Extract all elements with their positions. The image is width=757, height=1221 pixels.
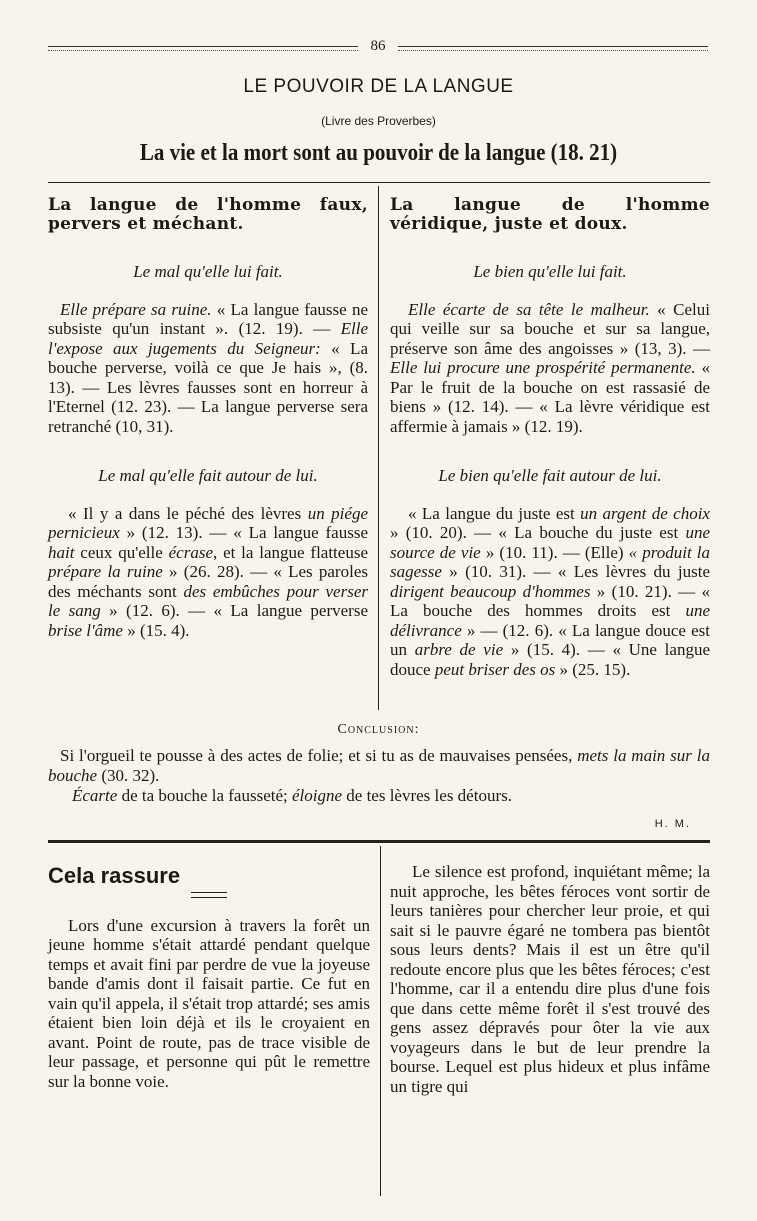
conclusion-text-2 (48, 786, 710, 806)
italic-run: Elle lui procure une prospérité permanente. (390, 358, 696, 377)
text-run: » (25. 15). (555, 659, 631, 679)
story-left-column (48, 863, 370, 1091)
conclusion-label: Conclusion: (337, 722, 420, 737)
column-divider-top (378, 186, 379, 710)
right-column (390, 196, 710, 679)
text-run: « Celui qui veille sur sa bouche et sur sa langue, préserve son âme des angoisses » (13, 3). — (390, 299, 710, 358)
text-run: » (26. 28). — « Les paroles des méchants sont (48, 562, 368, 601)
story-right-column (390, 862, 710, 1096)
italic-run: Elle prépare sa ruine. (60, 299, 212, 319)
right-sub-heading-2: Le bien qu'elle fait autour de lui. (438, 466, 662, 485)
right-sub-heading-1: Le bien qu'elle lui fait. (473, 262, 627, 281)
column-divider-bottom (380, 846, 381, 1196)
right-paragraph-2 (390, 504, 710, 680)
italic-run: Elle l'expose aux jugements du Seigneur: (48, 319, 368, 358)
italic-run: prépare la ruine (48, 562, 163, 581)
text-run: de ta bouche la fausseté; (117, 786, 292, 805)
italic-run: écrase (168, 542, 213, 562)
text-run: » (15. 4). (122, 620, 190, 640)
left-sub-heading-2: Le mal qu'elle fait autour de lui. (98, 466, 318, 485)
italic-run: hait (48, 542, 75, 562)
article-title: LE POUVOIR DE LA LANGUE (243, 76, 514, 97)
italic-run: brise l'âme (48, 620, 123, 640)
text-run: » (15. 4). — « Une langue douce (390, 640, 710, 679)
text-run: » (12. 6). — « La langue perverse (100, 601, 369, 620)
left-paragraph-2 (48, 504, 368, 641)
left-column-heading: La langue de l'homme faux, pervers et méchant. (48, 195, 368, 234)
conclusion (48, 746, 710, 806)
text-run: ceux qu'elle (74, 542, 169, 562)
text-run: « La bouche perverse, voilà ce que Je hais », (8. 13). — Les lèvres fausses sont en horreur à l'Eternel (12. 23). — La langue perverse sera retranché (10, 31). (48, 338, 368, 436)
italic-run: Écarte (72, 786, 118, 805)
italic-run: mets la main sur la bouche (48, 746, 710, 785)
text-run: , et la langue flatteuse (213, 542, 368, 562)
text-run: » — (12. 6). « La langue douce est un (390, 620, 710, 659)
epigraph-rule (48, 182, 710, 183)
text-run: « Par le fruit de la bouche on est rassasié de biens » (12. 14). — « La lèvre véridique est affermie à jamais » (12. 19). (390, 358, 711, 436)
italic-run: Elle écarte de sa tête le malheur. (408, 299, 650, 319)
text-run: » (10. 31). — « Les lèvres du juste (441, 562, 710, 581)
left-sub-heading-1: Le mal qu'elle lui fait. (133, 262, 283, 281)
right-paragraph-1 (390, 300, 710, 437)
section-rule (48, 840, 710, 843)
text-run: » (10. 20). — « La bouche du juste est (390, 523, 686, 542)
italic-run: une source de vie (390, 523, 710, 562)
italic-run: arbre de vie (414, 640, 504, 659)
epigraph: La vie et la mort sont au pouvoir de la langue (18. 21) (139, 138, 618, 166)
text-run: (30. 32). (97, 766, 160, 785)
text-run: « La langue du juste est (408, 503, 581, 523)
left-column (48, 196, 368, 640)
left-paragraph-1 (48, 300, 368, 437)
italic-run: un piége pernicieux (48, 503, 368, 542)
text-run: « La langue fausse ne subsiste qu'un instant ». (12. 19). — (48, 299, 368, 338)
conclusion-text-1 (48, 746, 710, 786)
italic-run: des embûches pour verser le sang (48, 581, 368, 620)
page-number: 86 (370, 38, 386, 54)
italic-run: une délivrance (390, 601, 710, 640)
text-run: » (12. 13). — « La langue fausse (119, 523, 368, 542)
text-run: « Il y a dans le péché des lèvres (68, 503, 308, 523)
italic-run: « produit la sagesse (390, 542, 711, 581)
text-run: de tes lèvres les détours. (342, 786, 512, 805)
italic-run: éloigne (291, 786, 343, 805)
italic-run: dirigent beaucoup d'hommes (390, 581, 591, 601)
signature: H. M. (654, 818, 691, 830)
text-run: » (10. 21). — « La bouche des hommes droits est (390, 581, 710, 620)
article-subtitle: (Livre des Proverbes) (321, 114, 436, 128)
italic-run: peut briser des os (434, 659, 556, 679)
top-rule (48, 40, 708, 54)
wavy-rule-right (398, 46, 708, 51)
story-left-text: Lors d'une excursion à travers la forêt un jeune homme s'était attardé pendant quelque temps et avait fini par perdre de vue la joyeuse bande d'amis dont il faisait partie. Ce fut en vain qu'il appela, il s'était trop attardé; ses amis étaient bien loin déjà et ils le croyaient en avant. Point de route, pas de trace visible de leur passage, et personne qui pût le remettre sur la bonne voie. (48, 915, 370, 1091)
story-title: Cela rassure (48, 863, 181, 888)
story-right-text: Le silence est profond, inquiétant même; la nuit approche, les bêtes féroces vont sortir de leurs tanières pour chercher leur proie, et qui sait si le pauvre égaré ne tombera pas bientôt sous leurs dents? Mais il est un être qu'il redoute encore plus que les bêtes féroces; c'est l'homme, car il a entendu dire plus d'une fois que dans cette même forêt il s'est trouvé des gens assez dépravés pour ôter la vie aux voyageurs dans le but de leur prendre la bourse. Lequel est plus hideux et plus infâme un tigre qui (390, 862, 710, 1096)
text-run: Si l'orgueil te pousse à des actes de folie; et si tu as de mauvaises pensées, (60, 746, 578, 765)
right-column-heading: La langue de l'homme véridique, juste et doux. (390, 195, 710, 234)
text-run: » (10. 11). — (Elle) (480, 542, 629, 562)
title-ornament (191, 892, 227, 898)
italic-run: un argent de choix (580, 503, 710, 523)
